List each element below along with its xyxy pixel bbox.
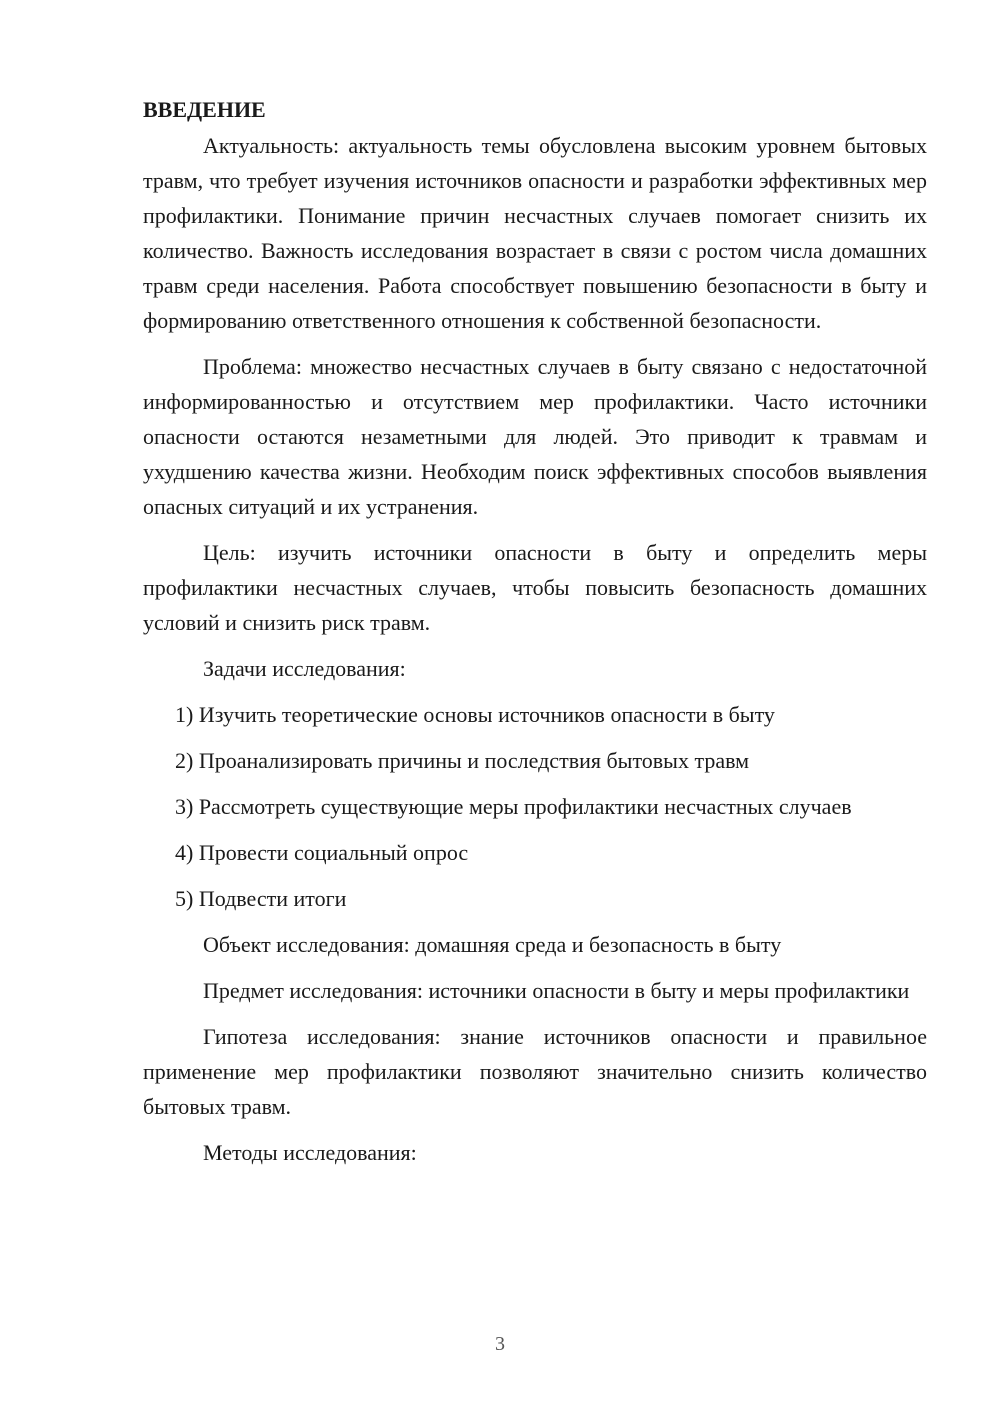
task-item-5: 5) Подвести итоги <box>175 886 347 911</box>
goal-paragraph: Цель: изучить источники опасности в быту и определить меры профилактики несчастных случаев, чтобы повысить безопасность домашних условий и снизить риск травм. <box>143 540 927 635</box>
task-item-3: 3) Рассмотреть существующие меры профилактики несчастных случаев <box>175 794 852 819</box>
relevance-paragraph: Актуальность: актуальность темы обусловлена высоким уровнем бытовых травм, что требует изучения источников опасности и разработки эффективных мер профилактики. Понимание причин несчастных случаев помогает снизить их количество. Важность исследования возрастает в связи с ростом числа домашних травм среди населения. Работа способствует повышению безопасности в быту и формированию ответственного отношения к собственной безопасности. <box>143 133 927 333</box>
problem-paragraph: Проблема: множество несчастных случаев в быту связано с недостаточной информированностью и отсутствием мер профилактики. Часто источники опасности остаются незаметными для людей. Это приводит к травмам и ухудшению качества жизни. Необходим поиск эффективных способов выявления опасных ситуаций и их устранения. <box>143 354 927 519</box>
object-paragraph: Объект исследования: домашняя среда и безопасность в быту <box>203 932 782 957</box>
page-number: 3 <box>495 1333 505 1355</box>
tasks-heading: Задачи исследования: <box>203 656 406 681</box>
page-content <box>143 92 927 1170</box>
task-item-1: 1) Изучить теоретические основы источников опасности в быту <box>175 702 775 727</box>
page-title: ВВЕДЕНИЕ <box>143 97 266 122</box>
subject-paragraph: Предмет исследования: источники опасности в быту и меры профилактики <box>203 978 910 1003</box>
hypothesis-paragraph: Гипотеза исследования: знание источников опасности и правильное применение мер профилактики позволяют значительно снизить количество бытовых травм. <box>143 1024 927 1119</box>
task-item-2: 2) Проанализировать причины и последствия бытовых травм <box>175 748 750 773</box>
methods-heading: Методы исследования: <box>203 1140 417 1165</box>
task-item-4: 4) Провести социальный опрос <box>175 840 469 865</box>
